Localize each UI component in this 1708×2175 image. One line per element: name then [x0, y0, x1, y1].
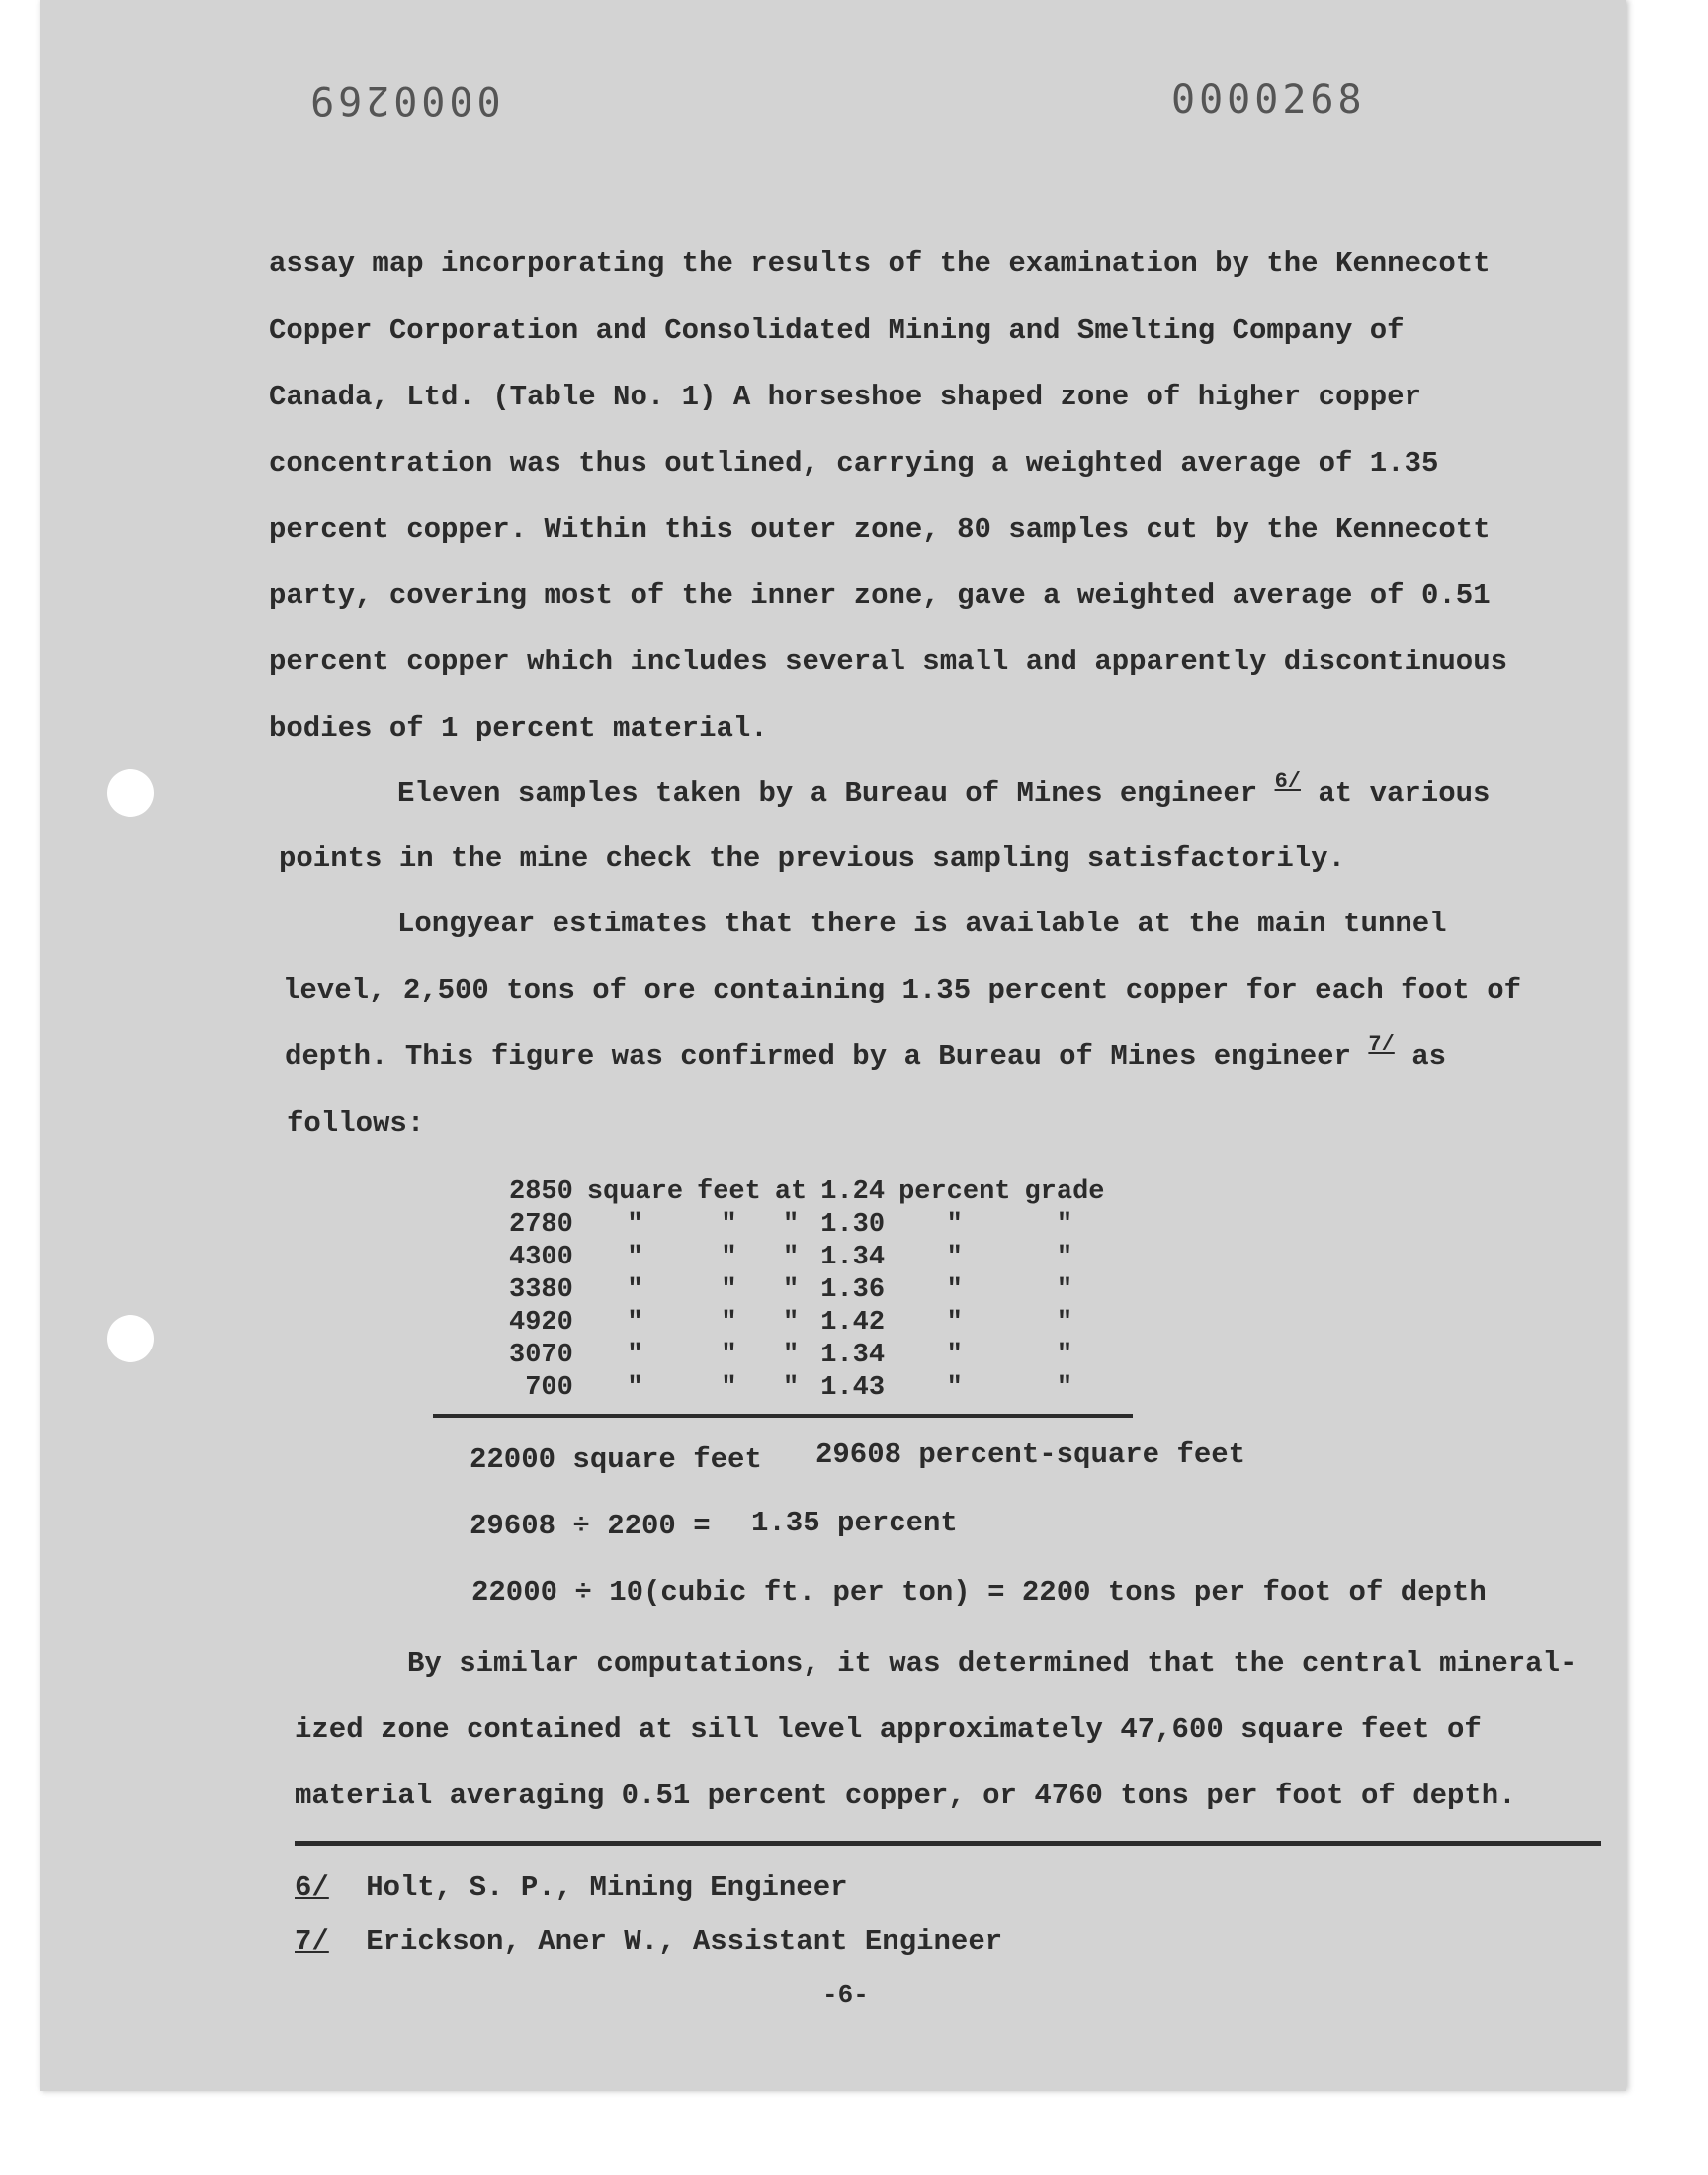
grade-label-cell: grade: [1024, 1177, 1105, 1207]
ditto-mark: ": [1056, 1275, 1073, 1305]
ditto-mark: ": [782, 1373, 800, 1403]
stamp-number-inverted: 0000269: [306, 77, 501, 123]
ditto-mark: ": [627, 1308, 643, 1338]
ditto-mark: ": [721, 1341, 737, 1370]
total-area: 22000 square feet: [470, 1443, 762, 1476]
ditto-mark: ": [1056, 1308, 1073, 1338]
table-row: [509, 1372, 1119, 1405]
ditto-mark: ": [782, 1308, 800, 1338]
paragraph-line: points in the mine check the previous sampling satisfactorily.: [279, 842, 1345, 875]
percent-cell: percent: [898, 1177, 1011, 1207]
ditto-mark: ": [782, 1341, 800, 1370]
ditto-mark: ": [627, 1275, 643, 1305]
ditto-mark: ": [627, 1341, 643, 1370]
grade-cell: 1.24: [820, 1177, 886, 1207]
text-span: as: [1411, 1040, 1447, 1073]
area-cell: 3380: [509, 1275, 573, 1305]
ditto-mark: ": [721, 1210, 737, 1240]
paragraph-line: By similar computations, it was determined that the central mineral-: [407, 1647, 1578, 1680]
ditto-mark: ": [721, 1373, 737, 1403]
paragraph-line: material averaging 0.51 percent copper, or 4760 tons per foot of depth.: [295, 1780, 1516, 1812]
ditto-mark: ": [627, 1373, 643, 1403]
paragraph-line: Copper Corporation and Consolidated Mining and Smelting Company of: [269, 314, 1405, 347]
ditto-mark: ": [946, 1210, 963, 1240]
table-row: [509, 1176, 1119, 1209]
grade-cell: 1.34: [820, 1243, 886, 1272]
table-row: [509, 1209, 1119, 1242]
at-cell: at: [774, 1177, 808, 1207]
ditto-mark: ": [721, 1308, 737, 1338]
grade-cell: 1.30: [820, 1210, 886, 1240]
paragraph-line: [397, 769, 1491, 810]
ditto-mark: ": [782, 1275, 800, 1305]
ditto-mark: ": [721, 1243, 737, 1272]
ditto-mark: ": [946, 1308, 963, 1338]
ditto-mark: ": [946, 1243, 963, 1272]
table-row: [509, 1274, 1119, 1307]
ditto-mark: ": [946, 1341, 963, 1370]
footnote-text: Erickson, Aner W., Assistant Engineer: [366, 1925, 1003, 1958]
ditto-mark: ": [946, 1275, 963, 1305]
paragraph-line: bodies of 1 percent material.: [269, 712, 768, 744]
unit-cell: square: [586, 1177, 684, 1207]
paragraph-line: assay map incorporating the results of the examination by the Kennecott: [269, 247, 1491, 280]
paragraph-line: follows:: [287, 1107, 425, 1140]
area-cell: 3070: [509, 1341, 573, 1370]
paragraph-line: Canada, Ltd. (Table No. 1) A horseshoe shaped zone of higher copper: [269, 381, 1421, 413]
table-row: [509, 1242, 1119, 1274]
paragraph-line: level, 2,500 tons of ore containing 1.35 percent copper for each foot of: [283, 974, 1522, 1006]
punch-hole: [107, 769, 154, 817]
ditto-mark: ": [1056, 1210, 1073, 1240]
paragraph-line: ized zone contained at sill level approximately 47,600 square feet of: [295, 1713, 1482, 1746]
paragraph-line: Longyear estimates that there is available at the main tunnel: [397, 908, 1447, 940]
paragraph-line: concentration was thus outlined, carrying a weighted average of 1.35: [269, 447, 1439, 479]
footnote-6: [295, 1871, 848, 1904]
stamp-number: 0000268: [1171, 77, 1366, 123]
page-number: -6-: [822, 1980, 869, 2010]
footnote-text: Holt, S. P., Mining Engineer: [366, 1871, 848, 1904]
text-span: at various: [1318, 777, 1491, 810]
grade-computation: 29608 ÷ 2200 =: [470, 1510, 711, 1542]
area-cell: 2850: [509, 1177, 573, 1207]
footnote-rule: [295, 1841, 1601, 1846]
tonnage-computation: 22000 ÷ 10(cubic ft. per ton) = 2200 tons per foot of depth: [471, 1576, 1487, 1609]
ditto-mark: ": [1056, 1341, 1073, 1370]
footnote-ref-6: 6/: [1274, 769, 1301, 794]
grade-cell: 1.42: [820, 1308, 886, 1338]
paragraph-line: percent copper. Within this outer zone, 80 samples cut by the Kennecott: [269, 513, 1491, 546]
ditto-mark: ": [782, 1243, 800, 1272]
ditto-mark: ": [627, 1243, 643, 1272]
grade-cell: 1.36: [820, 1275, 886, 1305]
document-page: [40, 0, 1626, 2091]
sum-rule: [433, 1414, 1133, 1418]
area-cell: 4300: [509, 1243, 573, 1272]
grade-cell: 1.34: [820, 1341, 886, 1370]
paragraph-line: party, covering most of the inner zone, gave a weighted average of 0.51: [269, 579, 1491, 612]
ditto-mark: ": [1056, 1373, 1073, 1403]
ditto-mark: ": [782, 1210, 800, 1240]
total-percent-square-feet: 29608 percent-square feet: [815, 1438, 1246, 1471]
computation-table: [509, 1176, 1119, 1405]
punch-hole: [107, 1315, 154, 1362]
ditto-mark: ": [627, 1210, 643, 1240]
grade-cell: 1.43: [820, 1373, 886, 1403]
ditto-mark: ": [946, 1373, 963, 1403]
text-span: depth. This figure was confirmed by a Bureau of Mines engineer: [285, 1040, 1351, 1073]
grade-result: 1.35 percent: [751, 1507, 958, 1539]
area-cell: 700: [525, 1373, 573, 1403]
unit-cell: feet: [697, 1177, 761, 1207]
footnote-mark: 6/: [295, 1871, 329, 1904]
footnote-mark: 7/: [295, 1925, 329, 1958]
table-row: [509, 1340, 1119, 1372]
ditto-mark: ": [1056, 1243, 1073, 1272]
table-row: [509, 1307, 1119, 1340]
footnote-7: [295, 1925, 1002, 1958]
text-span: Eleven samples taken by a Bureau of Mines engineer: [397, 777, 1258, 810]
paragraph-line: percent copper which includes several small and apparently discontinuous: [269, 646, 1508, 678]
paragraph-line: [285, 1032, 1447, 1073]
footnote-ref-7: 7/: [1368, 1032, 1395, 1057]
ditto-mark: ": [721, 1275, 737, 1305]
area-cell: 4920: [509, 1308, 573, 1338]
area-cell: 2780: [509, 1210, 573, 1240]
